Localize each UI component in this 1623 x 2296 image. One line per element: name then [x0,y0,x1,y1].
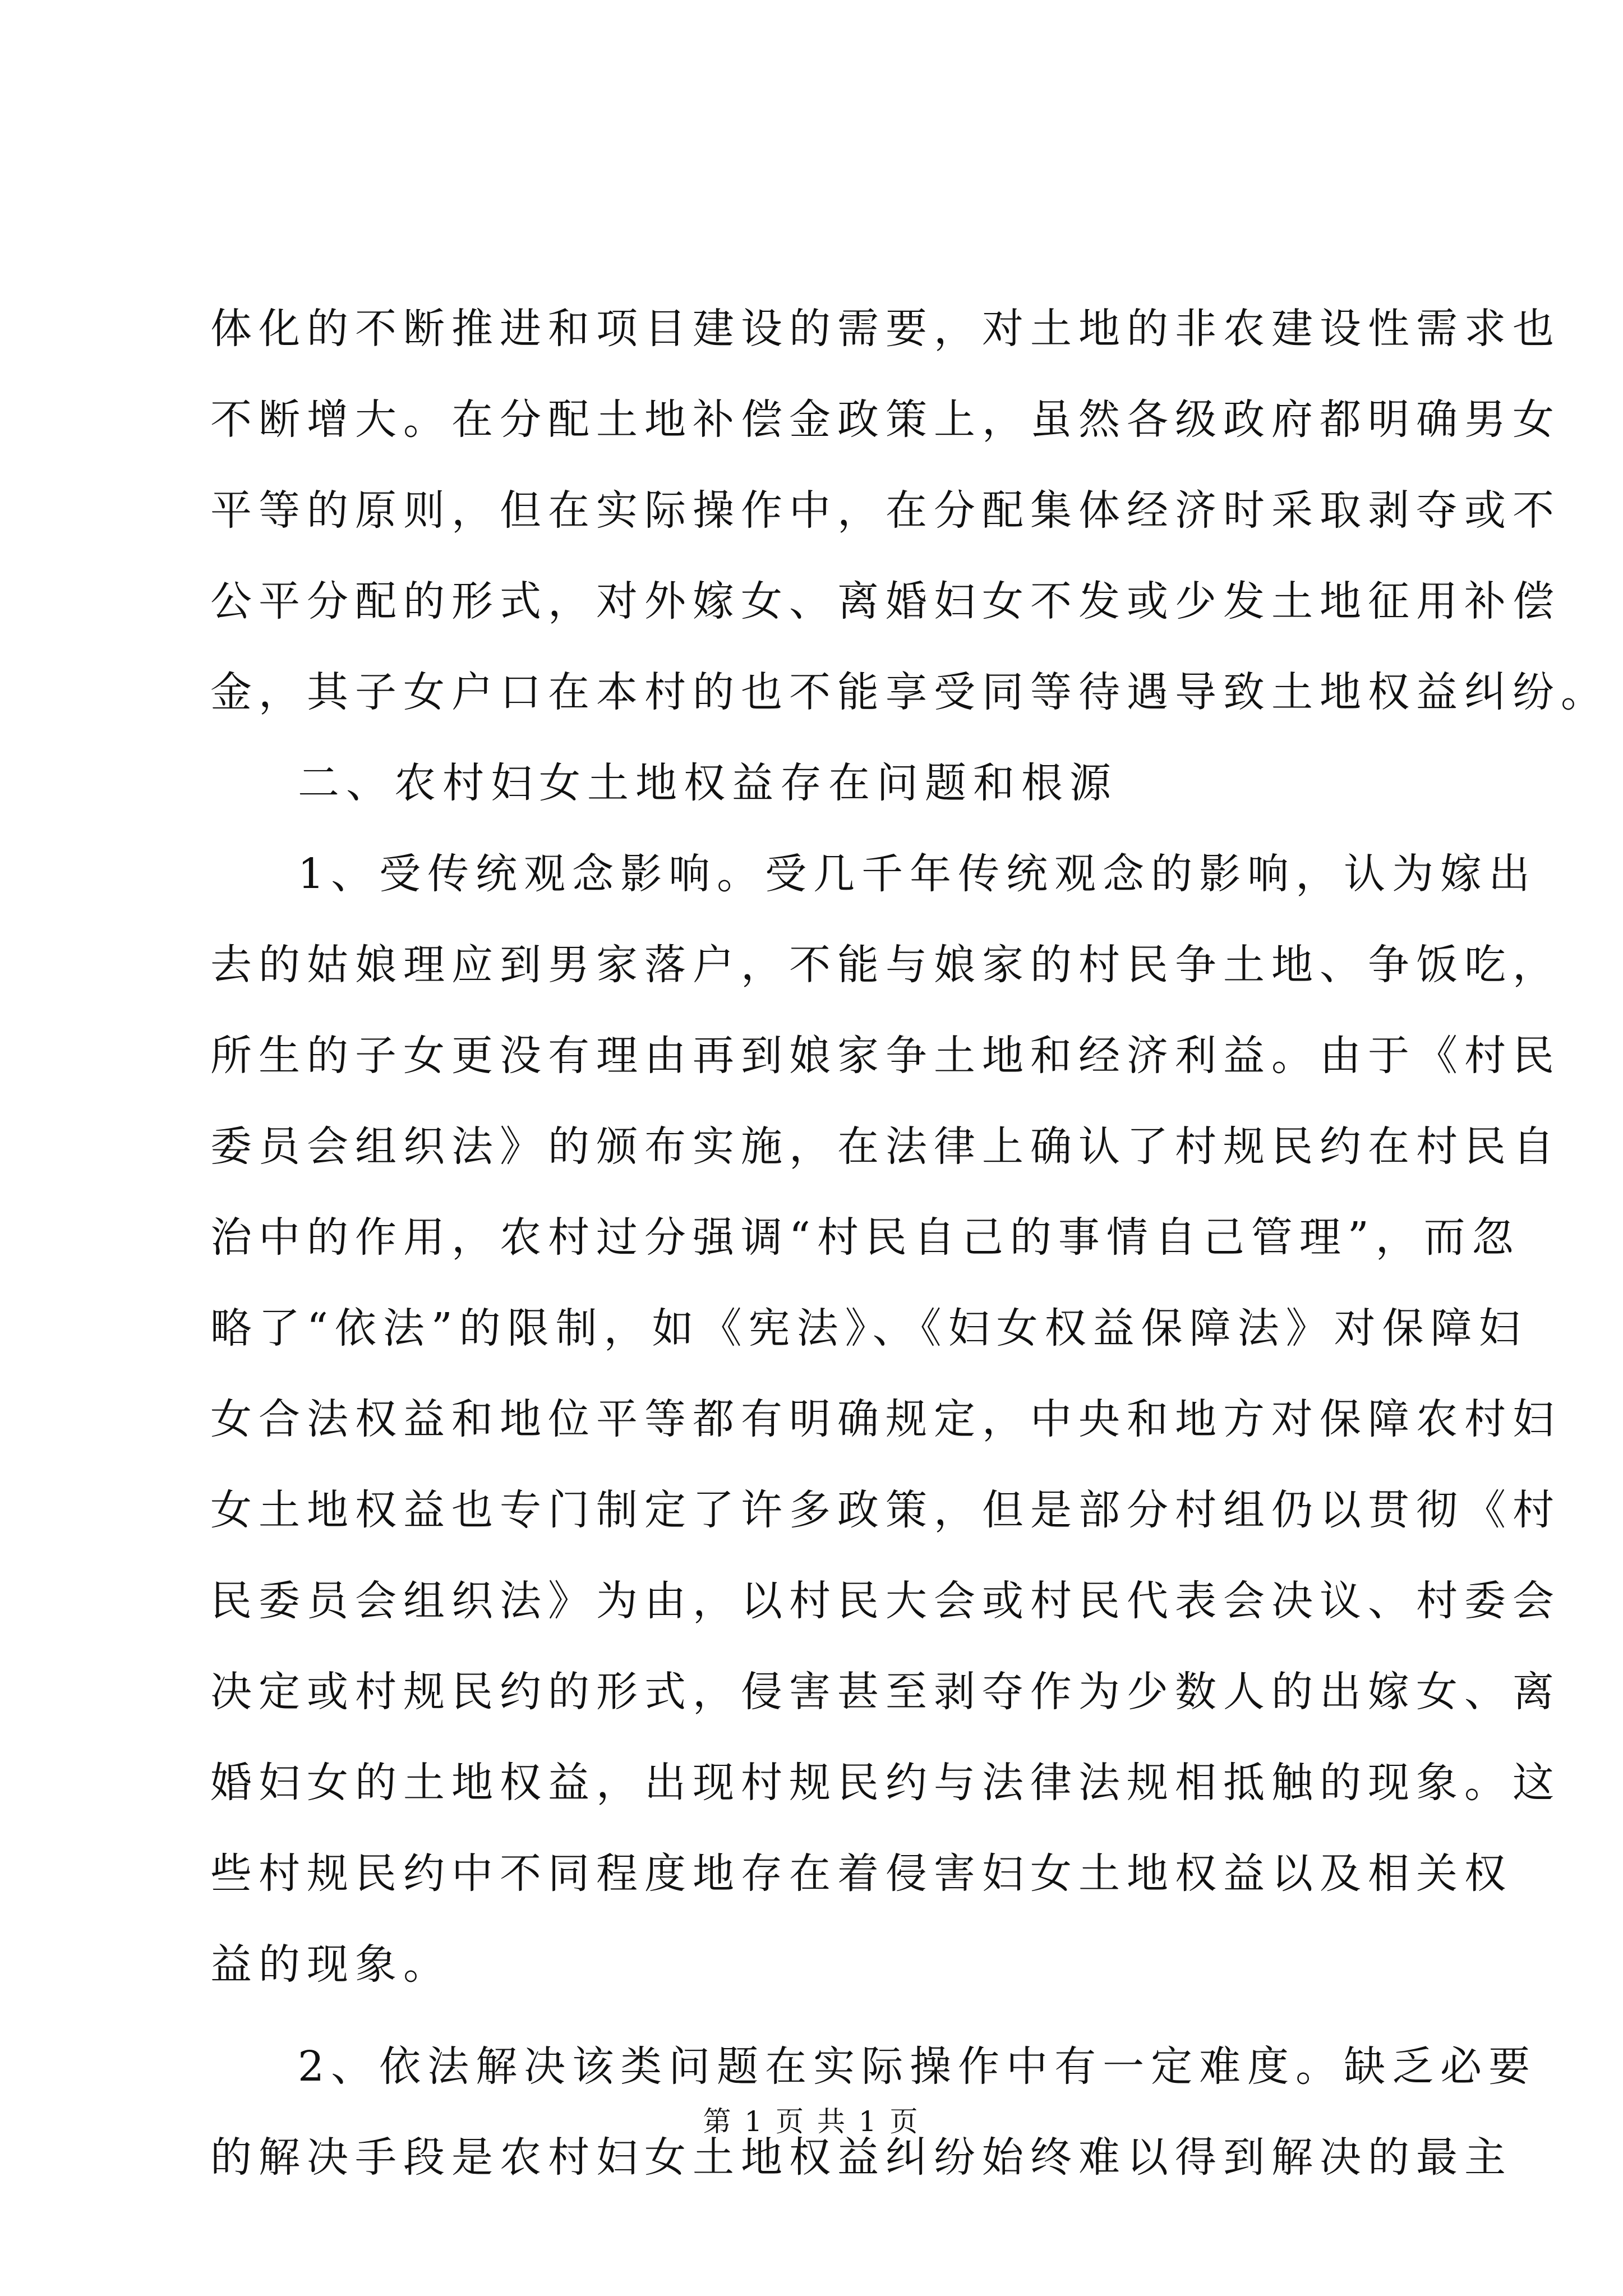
text-line: 金，其子女户口在本村的也不能享受同等待遇导致土地权益纠纷。 [210,668,1609,716]
text-line: 略了“依法”的限制，如《宪法》、《妇女权益保障法》对保障妇 [210,1304,1527,1352]
text-line: 2、依法解决该类问题在实际操作中有一定难度。缺乏必要 [298,2042,1537,2091]
text-line: 公平分配的形式，对外嫁女、离婚妇女不发或少发土地征用补偿 [210,577,1561,625]
text-line: 不断增大。在分配土地补偿金政策上，虽然各级政府都明确男女 [210,395,1561,444]
text-line: 女合法权益和地位平等都有明确规定，中央和地方对保障农村妇 [210,1395,1561,1443]
text-line: 委员会组织法》的颁布实施，在法律上确认了村规民约在村民自 [210,1122,1561,1171]
section-heading: 二、农村妇女土地权益存在问题和根源 [298,759,1118,807]
text-line: 1、受传统观念影响。受几千年传统观念的影响，认为嫁出 [298,850,1537,898]
text-line: 些村规民约中不同程度地存在着侵害妇女土地权益以及相关权 [210,1849,1513,1898]
text-line: 女土地权益也专门制定了许多政策，但是部分村组仍以贯彻《村 [210,1486,1561,1534]
page-footer: 第 1 页 共 1 页 [703,2105,920,2138]
text-line: 民委员会组织法》为由，以村民大会或村民代表会决议、村委会 [210,1577,1561,1625]
text-line: 去的姑娘理应到男家落户，不能与娘家的村民争土地、争饭吃， [210,941,1561,989]
text-line: 婚妇女的土地权益，出现村规民约与法律法规相抵触的现象。这 [210,1759,1561,1807]
text-line: 体化的不断推进和项目建设的需要，对土地的非农建设性需求也 [210,305,1561,353]
text-line: 决定或村规民约的形式，侵害甚至剥夺作为少数人的出嫁女、离 [210,1668,1561,1716]
text-line: 治中的作用，农村过分强调“村民自己的事情自己管理”，而忽 [210,1213,1520,1262]
text-line: 所生的子女更没有理由再到娘家争土地和经济利益。由于《村民 [210,1032,1561,1080]
text-line: 平等的原则，但在实际操作中，在分配集体经济时采取剥夺或不 [210,486,1561,535]
paragraph-spacer [210,2010,1422,2021]
text-line: 益的现象。 [210,1940,451,1989]
body-text [210,283,1609,2203]
text-line: 的解决手段是农村妇女土地权益纠纷始终难以得到解决的最主 [210,2133,1513,2182]
